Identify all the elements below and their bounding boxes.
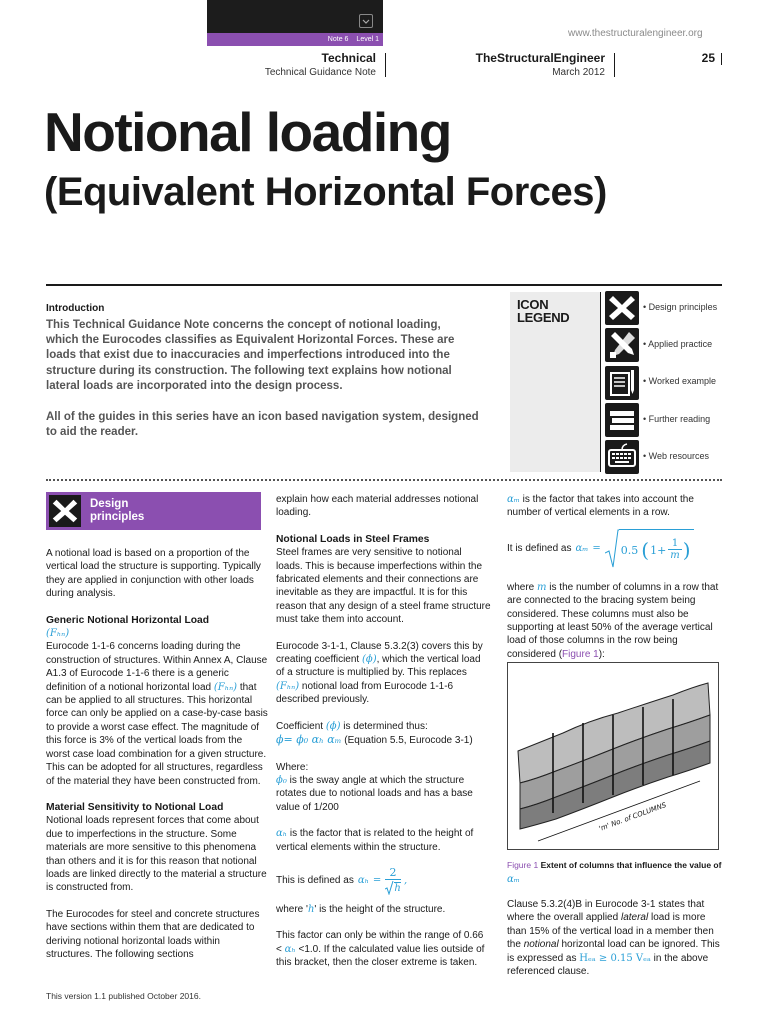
level-tab: [207, 0, 383, 46]
design-principles-banner: [46, 492, 261, 530]
alpha-h-fraction: [385, 867, 400, 895]
alpha-m-symbol: αₘ: [507, 494, 520, 505]
sqrt-constant: 0.5: [620, 543, 639, 557]
alpha-h-definition: This is defined as αₕ = $\frac{2}{h}$ ,: [276, 865, 408, 894]
intro-heading: Introduction: [46, 303, 105, 314]
figure-caption-text: Extent of columns that influence the value of: [540, 860, 722, 870]
intro-paragraph-2: All of the guides in this series have an icon based navigation system, designed to aid the reader.: [46, 411, 479, 439]
worked-example-icon: [605, 366, 639, 400]
column-3-lower: [507, 898, 725, 991]
col2-paragraph: , which the vertical load of a structure is multiplied by. This replaces: [276, 654, 481, 679]
fraction-denominator: m: [670, 550, 680, 562]
column-2: [276, 493, 491, 983]
header-divider: [721, 53, 722, 65]
col2-paragraph: where ': [276, 903, 308, 915]
legend-label-reading: • Further reading: [643, 414, 711, 424]
legend-divider: [600, 292, 601, 472]
material-sensitivity-heading: Material Sensitivity to Notional Load: [46, 801, 224, 813]
legend-title-line2: LEGEND: [517, 310, 570, 325]
header-divider: [614, 53, 615, 77]
banner-line2: principles: [90, 511, 145, 523]
figure-1-caption: [507, 858, 722, 887]
phi-symbol: (ϕ): [325, 720, 341, 732]
alpha-h-symbol: αₕ: [357, 875, 369, 887]
where-label: Where:: [276, 761, 309, 773]
page-subtitle: (Equivalent Horizontal Forces): [44, 170, 607, 214]
col3-paragraph: is the number of columns in a row that are connected to the bracing system being considered. These columns must also be supporting at least 50% of the average vertical load of those columns in the row being considered (: [507, 581, 719, 660]
legend-label-design: • Design principles: [643, 302, 718, 312]
further-reading-icon: [605, 403, 639, 437]
col3-paragraph: is the factor that takes into account the number of vertical elements in a row.: [507, 494, 694, 519]
col3-paragraph: horizontal load can be ignored. This is expressed as: [507, 939, 720, 964]
intro-paragraph: This Technical Guidance Note concerns the concept of notional loading, which the Eurocodes classifies as Equivalent Horizontal Forces. These are loads that exist due to inaccuracies and imperfections introduced into the structure during its construction. The following text explains how notional lateral loads are incorporated into the design process.: [46, 319, 455, 392]
section-label: Technical: [321, 51, 376, 65]
col3-paragraph: Clause 5.3.2(4)B in Eurocode 3-1 states that where the overall applied: [507, 899, 705, 924]
col3-paragraph: where: [507, 581, 535, 593]
hed-inequality: Hₑₐ ≥ 0.15 Vₑₐ: [579, 952, 651, 964]
applied-practice-icon: [605, 328, 639, 362]
note-level-strip: [207, 33, 383, 46]
section-divider: [46, 479, 722, 481]
issue-date: March 2012: [552, 67, 605, 78]
col2-paragraph: <1.0. If the calculated value lies outside of this bracket, then the closer extreme is taken.: [276, 943, 485, 969]
col2-paragraph: Coefficient: [276, 720, 324, 732]
alpha-m-definition: It is defined as αₘ = 0.5 ( 1+ $\frac{1}{m}$ ): [507, 529, 722, 569]
generic-load-heading: Generic Notional Horizontal Load: [46, 614, 210, 626]
site-url[interactable]: www.thestructuralengineer.org: [568, 28, 703, 39]
col1-paragraph: A notional load is based on a proportion of the vertical load the structure is supporting. Typically they are applied in conjunction with other loads during analysis.: [46, 548, 261, 600]
col1-paragraph: Eurocode 1-1-6 concerns loading during the construction of structures. Within Annex A, Clause A1.3 of Eurocode 1-1-6 there is a generic definition of a notional horizontal load: [46, 641, 268, 693]
banner-line1: Design: [90, 498, 129, 510]
banner-label: [90, 498, 144, 524]
alpha-h-symbol: αₕ: [284, 943, 296, 955]
col2-paragraph: is determined thus:: [343, 720, 428, 732]
col3-paragraph: load is more than 15% of the vertical load in a member then the: [507, 912, 714, 951]
col3-paragraph: ):: [598, 648, 605, 660]
phi0-symbol: ϕ₀: [276, 774, 287, 786]
alpha-m-symbol: αₘ: [507, 874, 520, 885]
equation-5-5: ϕ= ϕ₀ αₕ αₘ: [276, 733, 342, 747]
icon-legend-title: [517, 298, 569, 324]
note-label: Note 6: [327, 36, 349, 43]
legend-label-web: • Web resources: [643, 451, 710, 461]
col2-paragraph: is the sway angle at which the structure rotates due to notional loads and has a base value of 1/200: [276, 774, 473, 813]
page-title: Notional loading: [44, 101, 451, 163]
steel-frames-heading: Notional Loads in Steel Frames: [276, 533, 430, 545]
figure-1-link[interactable]: Figure 1: [562, 648, 599, 660]
col2-paragraph: notional load from Eurocode 1-1-6 described previously.: [276, 680, 454, 706]
magazine-name: TheStructuralEngineer: [475, 51, 605, 65]
design-principles-icon: [49, 495, 81, 527]
col3-paragraph: in the above referenced clause.: [507, 952, 709, 978]
page-number: 25: [701, 51, 715, 65]
col2-paragraph: ' is the height of the structure.: [314, 903, 446, 915]
legend-title-line1: ICON: [517, 297, 549, 312]
figure-annotation: 'm' No. of COLUMNS: [597, 801, 668, 833]
design-principles-icon: [605, 291, 639, 325]
column-3: [507, 493, 722, 674]
alpha-m-sqrt: 0.5 ( 1+ $\frac{1}{m}$ ): [605, 529, 694, 569]
version-footer: This version 1.1 published October 2016.: [46, 991, 201, 1001]
col1-paragraph: that can be applied to all structures. This horizontal force can only be applied on a case-by-case basis to provide a worst case effect. The magnitude of this force is 3% of the vertical loads from the worst case load combination for a given structure. This can be adopted for all structures, regardless of the material they have been constructed from.: [46, 681, 268, 787]
alpha-m-symbol: αₘ: [575, 543, 589, 555]
level-label: Level 1: [356, 36, 379, 43]
f-hn-inline: (Fₕₙ): [213, 681, 238, 693]
col3-paragraph: It is defined as: [507, 543, 572, 555]
col2-paragraph: Eurocode 3-1-1, Clause 5.3.2(3) covers this by creating coefficient: [276, 640, 483, 666]
lateral-emphasis: lateral: [620, 912, 649, 924]
level-tab-dark: [207, 0, 383, 33]
col1-paragraph: The Eurocodes for steel and concrete structures have sections within them that are dedicated to deriving notional horizontal loads within structures. The following sections: [46, 908, 260, 960]
column-1: [46, 547, 268, 974]
f-hn-symbol: (Fₕₙ): [46, 628, 70, 640]
title-rule: [46, 284, 722, 286]
equation-reference: (Equation 5.5, Eurocode 3-1): [344, 735, 473, 747]
col2-paragraph: is the factor that is related to the height of vertical elements within the structure.: [276, 828, 474, 853]
alpha-h-symbol: αₕ: [276, 828, 288, 840]
chevron-down-icon[interactable]: [359, 14, 373, 28]
subsection-label: Technical Guidance Note: [264, 67, 376, 78]
fraction-numerator: 1: [671, 538, 679, 550]
m-symbol: m: [537, 581, 547, 593]
legend-label-worked: • Worked example: [643, 376, 717, 386]
col2-paragraph: Steel frames are very sensitive to notional loads. This is because imperfections within the fabricated elements and their connections are inevitable as they are impactful. It is for this reason that any design of a steel frame structure must take them into account.: [276, 547, 491, 626]
h-symbol: h: [307, 903, 315, 915]
col2-paragraph: This is defined as: [276, 875, 354, 887]
f-hn-inline: (Fₕₙ): [276, 680, 300, 692]
header-divider: [385, 53, 386, 77]
figure-1-sketch: [507, 662, 719, 850]
col2-paragraph: This factor can only be within the range of 0.66 <: [276, 930, 484, 955]
notional-emphasis: notional: [523, 939, 559, 951]
one-over-m-fraction: [668, 538, 681, 562]
phi-symbol: (ϕ): [361, 654, 377, 666]
web-resources-icon: [605, 440, 639, 474]
col2-paragraph: explain how each material addresses notional loading.: [276, 494, 479, 519]
figure-caption-label: Figure 1: [507, 860, 539, 870]
col1-paragraph: Notional loads represent forces that come about due to imperfections in the structure. Some materials are more sensitive to this phenomena than others and it is for this reason that notional loads are linked directly to the material a structure is constructed from.: [46, 815, 267, 894]
legend-label-applied: • Applied practice: [643, 339, 713, 349]
fraction-numerator: 2: [389, 865, 397, 879]
fraction-denominator: h: [394, 882, 401, 894]
sqrt-one-plus: 1+: [650, 543, 667, 557]
